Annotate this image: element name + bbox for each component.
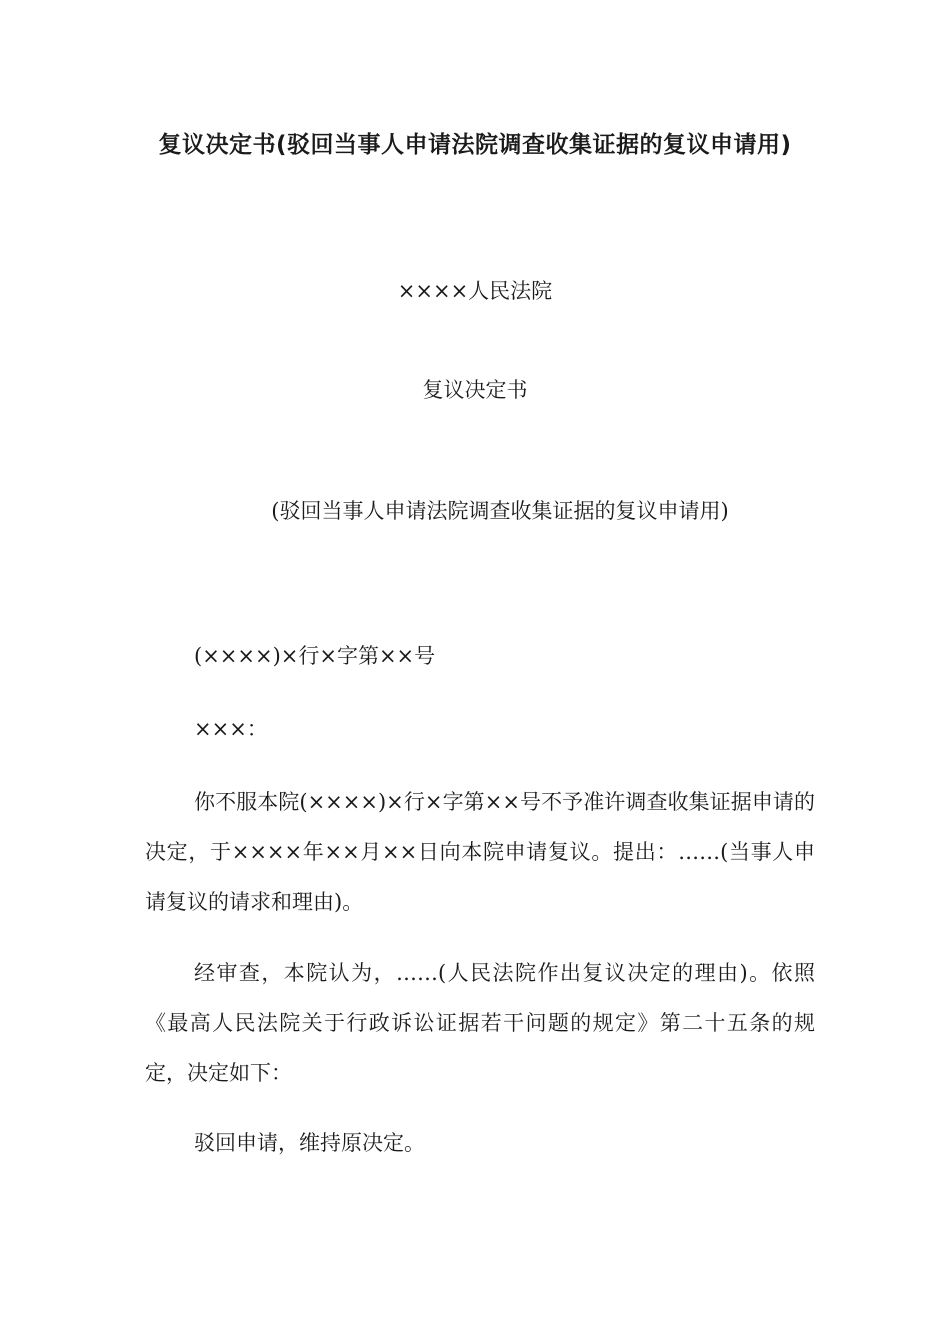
body-paragraph-decision: 驳回申请，维持原决定。 — [194, 1131, 425, 1155]
addressee: ×××： — [194, 717, 268, 741]
decision-heading: 复议决定书 — [422, 378, 528, 402]
body-paragraph-review: 经审查，本院认为，……(人民法院作出复议决定的理由)。依照《最高人民法院关于行政诉讼证据若干问题的规定》第二十五条的规定，决定如下： — [145, 961, 815, 1085]
court-name: ××××人民法院 — [397, 279, 553, 303]
document-subtitle: (驳回当事人申请法院调查收集证据的复议申请用) — [271, 499, 729, 523]
document-title: 复议决定书(驳回当事人申请法院调查收集证据的复议申请用) — [158, 132, 792, 158]
body-paragraph-application: 你不服本院(××××)×行×字第××号不予准许调查收集证据申请的决定，于××××年××月××日向本院申请复议。提出：……(当事人申请复议的请求和理由)。 — [145, 790, 815, 914]
case-number: (××××)×行×字第××号 — [194, 644, 436, 668]
